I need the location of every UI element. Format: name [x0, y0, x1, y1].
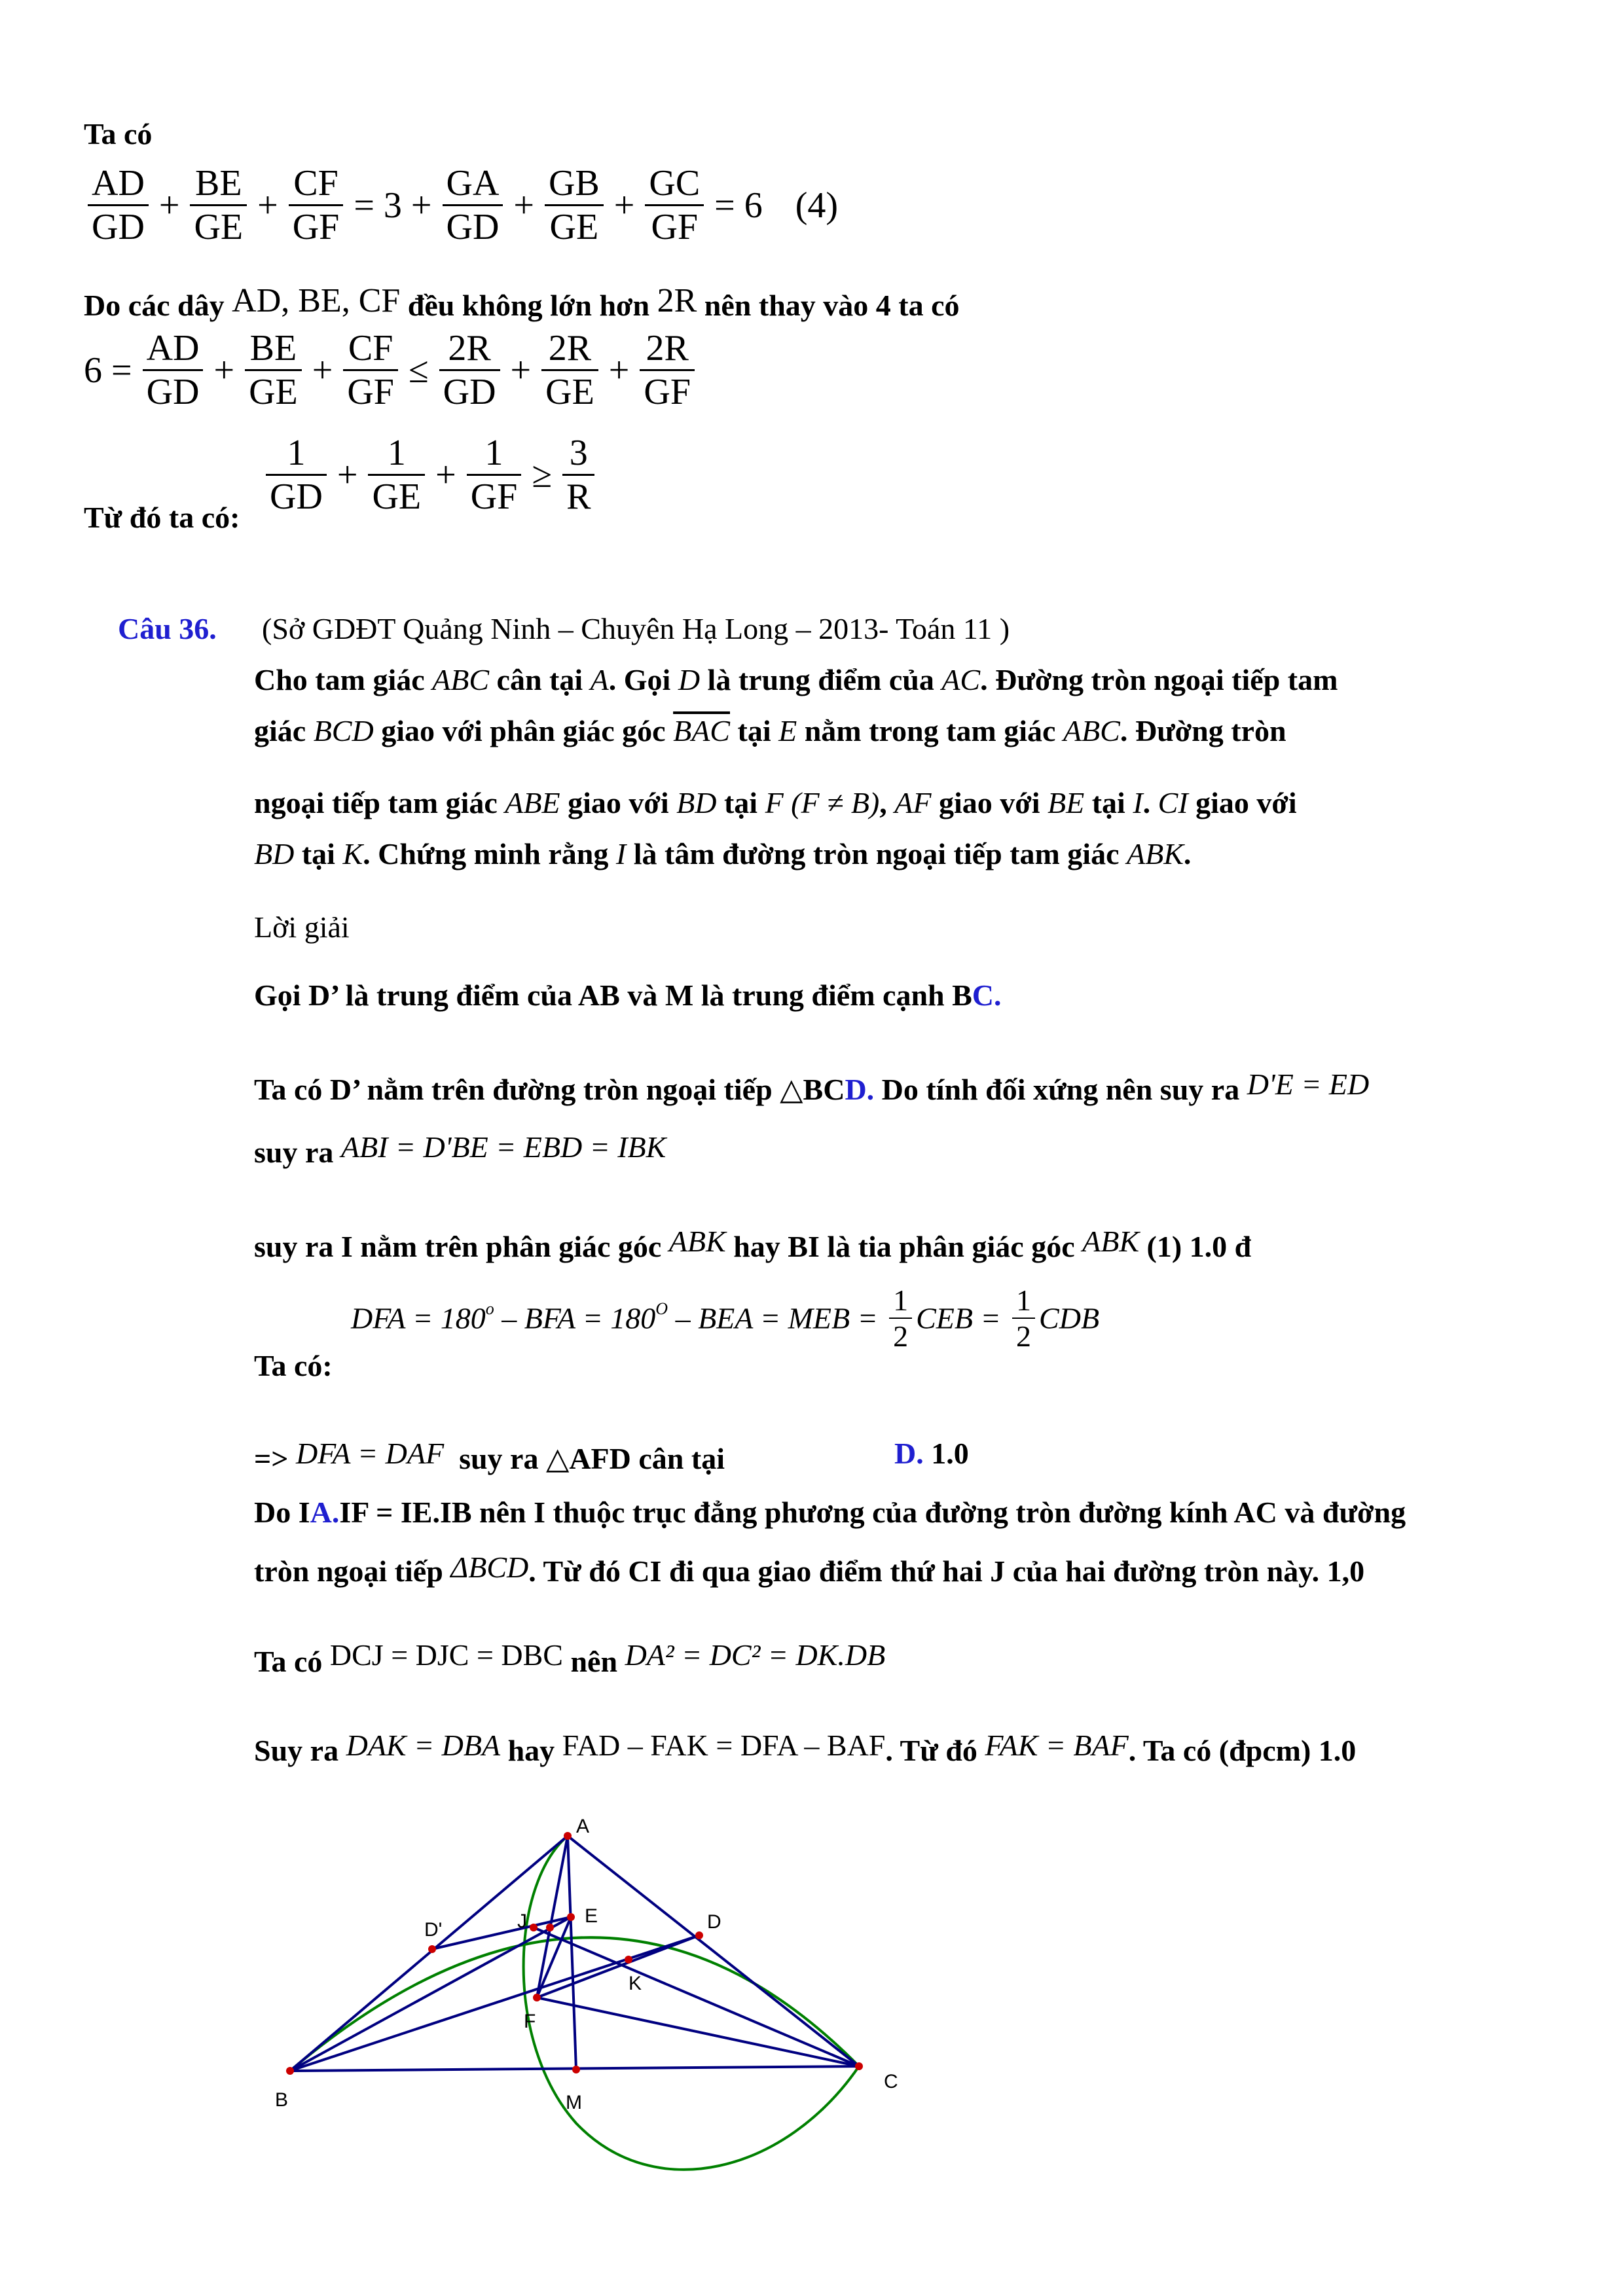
label-C: C: [884, 2071, 898, 2092]
point-E: [567, 1913, 575, 1921]
ta-co-label: Ta có: [84, 117, 153, 151]
solution-line-6: => DFA = DAF suy ra △AFD cân tại: [254, 1437, 725, 1475]
label-D: D: [707, 1911, 721, 1933]
segment-FC: [537, 1998, 859, 2066]
solution-line-10: Suy ra DAK = DBA hay FAD – FAK = DFA – BAF. Từ đó FAK = BAF. Ta có (đpcm) 1.0: [254, 1729, 1357, 1767]
label-J: J: [517, 1910, 527, 1932]
label-M: M: [566, 2092, 582, 2113]
solution-ta-co: Ta có:: [254, 1349, 333, 1382]
segment-AC: [568, 1836, 859, 2066]
point-I: [546, 1924, 554, 1931]
point-F: [533, 1994, 541, 2001]
segment-AB: [290, 1836, 568, 2071]
solution-line-8: tròn ngoại tiếp ΔBCD. Từ đó CI đi qua giao điểm thứ hai J của hai đường tròn này. 1,0: [254, 1551, 1365, 1588]
final-inequality: $\frac{1}{GD}$ + $\frac{1}{GE}$ + $\frac{1}{GF}$ ≥ $\frac{3}{R}$: [262, 432, 598, 518]
point-J: [530, 1924, 538, 1931]
label-Dp: D': [424, 1919, 443, 1941]
label-E: E: [585, 1905, 598, 1927]
solution-line-4: suy ra I nằm trên phân giác góc ABK hay BI là tia phân giác góc ABK (1) 1.0 đ: [254, 1225, 1252, 1263]
problem-line-2: giác BCD giao với phân giác góc $\overline{BAC}$ tại E nằm trong tam giác ABC. Đường tròn: [254, 714, 1286, 747]
segment-BD: [290, 1935, 699, 2071]
question-label: Câu 36.: [118, 612, 217, 645]
tu-do-label: Từ đó ta có:: [84, 501, 240, 534]
solution-line-1: Gọi D’ là trung điểm của AB và M là trung điểm cạnh BC.: [254, 978, 1002, 1012]
label-K: K: [629, 1973, 642, 1994]
segment-AF: [537, 1836, 568, 1998]
label-B: B: [275, 2089, 289, 2111]
do-cac-day-line: Do các dây AD, BE, CF đều không lớn hơn 2R nên thay vào 4 ta có: [84, 282, 960, 322]
point-B: [286, 2067, 294, 2075]
point-A: [564, 1832, 572, 1840]
solution-line-5-math: DFA = $180^o$ – BFA = $180^O$ – BEA = MEB = $\frac{1}{2}$ CEB = $\frac{1}{2}$ CDB: [351, 1283, 1100, 1353]
point-D: [695, 1931, 703, 1939]
problem-line-3: ngoại tiếp tam giác ABE giao với BD tại F (F ≠ B), AF giao với BE tại I. CI giao với: [254, 786, 1297, 819]
equation-4: $\frac{AD}{GD}$ + $\frac{BE}{GE}$ + $\frac{CF}{GF}$ = 3 + $\frac{GA}{GD}$ + $\frac{GB}{GE}$ + $\frac{GC}{GF}$ = 6 (4): [84, 162, 845, 248]
point-Dp: [428, 1945, 436, 1953]
segment-AM: [568, 1836, 576, 2070]
label-A: A: [576, 1816, 590, 1837]
label-F: F: [524, 2011, 536, 2032]
problem-line-1: Cho tam giác ABC cân tại A. Gọi D là trung điểm của AC. Đường tròn ngoại tiếp tam: [254, 663, 1338, 696]
point-K: [625, 1956, 632, 1964]
point-M: [572, 2066, 580, 2073]
solution-line-6-end: D. 1.0: [894, 1437, 969, 1470]
solution-heading: Lời giải: [254, 910, 350, 944]
solution-line-3: suy ra ABI = D'BE = EBD = IBK: [254, 1130, 666, 1169]
point-C: [855, 2062, 863, 2070]
solution-line-9: Ta có DCJ = DJC = DBC nên DA² = DC² = DK.DB: [254, 1638, 886, 1678]
question-source: (Sở GDĐT Quảng Ninh – Chuyên Hạ Long – 2013- Toán 11 ): [262, 612, 1010, 645]
solution-line-7: Do IA.IF = IE.IB nên I thuộc trục đẳng phương của đường tròn đường kính AC và đường: [254, 1496, 1406, 1529]
solution-line-2: Ta có D’ nằm trên đường tròn ngoại tiếp △BCD. Do tính đối xứng nên suy ra D'E = ED: [254, 1067, 1370, 1106]
segment-CJ: [534, 1928, 859, 2066]
problem-line-4: BD tại K. Chứng minh rằng I là tâm đường tròn ngoại tiếp tam giác ABK.: [254, 837, 1192, 870]
inequality-line: 6 = $\frac{AD}{GD}$ + $\frac{BE}{GE}$ + $\frac{CF}{GF}$ ≤ $\frac{2R}{GD}$ + $\frac{2R}{GE}$ + $\frac{2R}{GF}$: [84, 327, 699, 413]
